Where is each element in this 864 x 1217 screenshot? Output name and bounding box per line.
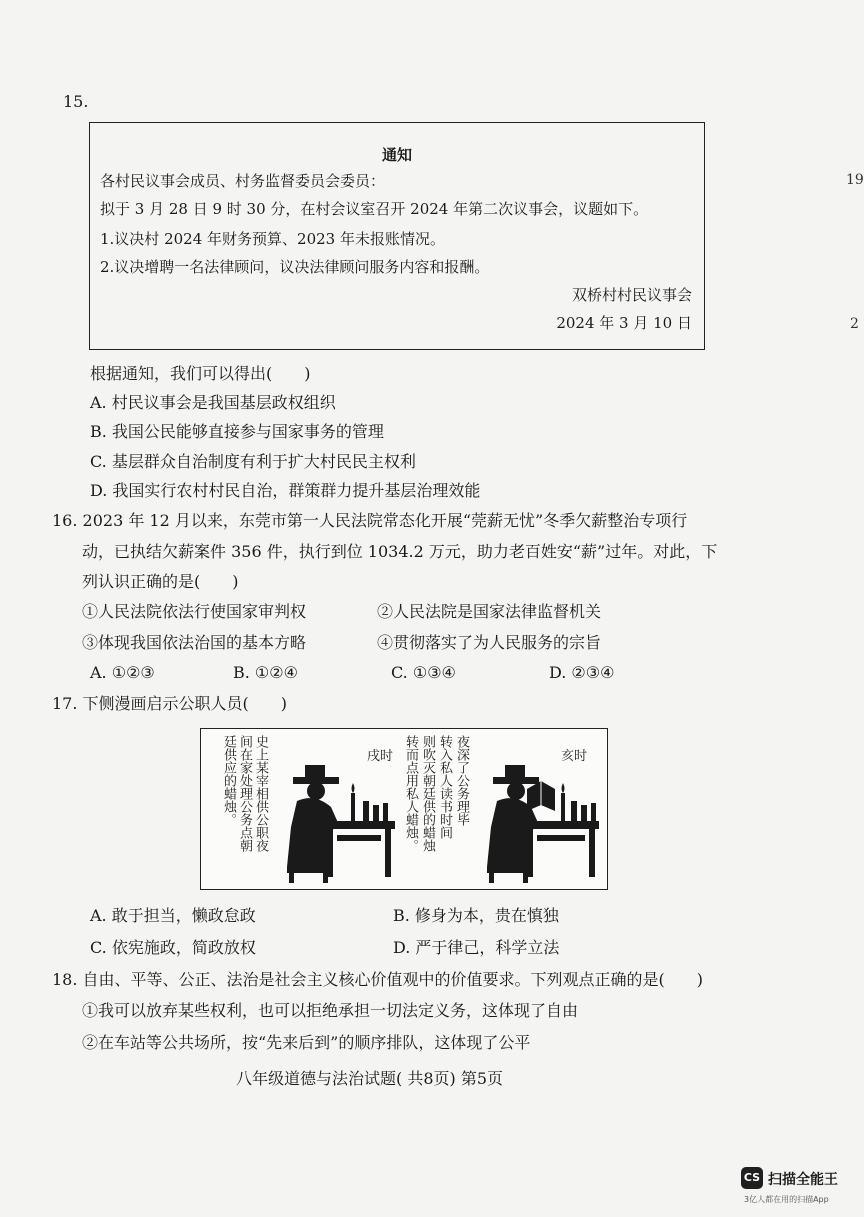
question-stem: 17. 下侧漫画启示公职人员( ) <box>52 694 288 713</box>
statement-2: ②在车站等公共场所，按“先来后到”的顺序排队，这体现了公平 <box>82 1033 531 1052</box>
notice-date: 2024 年 3 月 10 日 <box>556 314 692 332</box>
notice-title: 通知 <box>382 146 413 164</box>
option-b: B. 修身为本，贵在慎独 <box>393 906 559 925</box>
notice-signer: 双桥村村民议事会 <box>571 286 692 304</box>
question-stem: 根据通知，我们可以得出( ) <box>90 364 311 383</box>
comic-caption-column: 转入私人读书时间 <box>437 735 452 839</box>
statement-1: ①我可以放弃某些权利，也可以拒绝承担一切法定义务，这体现了自由 <box>82 1001 579 1020</box>
page-footer: 八年级道德与法治试题( 共8页) 第5页 <box>236 1069 504 1088</box>
statement-3: ③体现我国依法治国的基本方略 <box>82 633 307 652</box>
option-c: C. 依宪施政，简政放权 <box>90 938 256 957</box>
comic-caption-column: 则吹灭朝廷供的蜡烛 <box>420 735 435 852</box>
time-label-xushi: 戌时 <box>367 749 394 764</box>
notice-line: 1.议决村 2024 年财务预算、2023 年未报账情况。 <box>100 230 445 248</box>
notice-line: 2.议决增聘一名法律顾问，议决法律顾问服务内容和报酬。 <box>100 258 490 276</box>
option-c: C. ①③④ <box>391 663 456 682</box>
comic-caption-column: 夜深了公务理毕 <box>454 735 469 826</box>
option-a: A. 村民议事会是我国基层政权组织 <box>90 393 336 412</box>
edge-number-fragment: 19 <box>846 172 864 188</box>
option-a: A. ①②③ <box>90 663 155 682</box>
question-16-line: 列认识正确的是( ) <box>82 572 239 591</box>
figure-reading-icon <box>479 759 604 884</box>
notice-box <box>89 122 705 350</box>
time-label-haishi: 亥时 <box>561 749 588 764</box>
comic-caption-column: 转而点用私人蜡烛。 <box>403 735 418 852</box>
statement-4: ④贯彻落实了为人民服务的宗旨 <box>377 633 602 652</box>
comic-caption-column: 史上某宰相供公职夜 <box>253 735 268 852</box>
option-c: C. 基层群众自治制度有利于扩大村民民主权利 <box>90 452 416 471</box>
notice-salutation: 各村民议事会成员、村务监督委员会委员： <box>100 172 386 190</box>
question-16-line: 动，已执结欠薪案件 356 件，执行到位 1034.2 万元，助力老百姓安“薪”过年。对此，下 <box>82 542 718 561</box>
comic-caption-column: 间在家处理公务点朝 <box>237 735 252 852</box>
statement-2: ②人民法院是国家法律监督机关 <box>377 602 602 621</box>
scanner-app-name: 扫描全能王 <box>768 1172 838 1188</box>
option-d: D. 严于律己，科学立法 <box>393 938 560 957</box>
figure-at-desk-icon <box>279 759 399 884</box>
option-a: A. 敢于担当，懒政怠政 <box>90 906 256 925</box>
edge-number-fragment: 2 <box>850 316 859 332</box>
statement-1: ①人民法院依法行使国家审判权 <box>82 602 307 621</box>
question-stem: 18. 自由、平等、公正、法治是社会主义核心价值观中的价值要求。下列观点正确的是( ) <box>52 970 704 989</box>
option-b: B. ①②④ <box>233 663 298 682</box>
notice-line: 拟于 3 月 28 日 9 时 30 分，在村会议室召开 2024 年第二次议事会，议题如下。 <box>100 200 649 218</box>
question-16-line: 16. 2023 年 12 月以来，东莞市第一人民法院常态化开展“莞薪无忧”冬季欠薪整治专项行 <box>52 511 688 530</box>
comic-illustration <box>200 728 608 890</box>
question-number-15: 15. <box>63 92 89 111</box>
scanner-tagline: 3亿人都在用的扫描App <box>744 1195 829 1204</box>
option-d: D. ②③④ <box>549 663 615 682</box>
option-d: D. 我国实行农村村民自治，群策群力提升基层治理效能 <box>90 481 481 500</box>
comic-caption-column: 廷供应的蜡烛。 <box>221 735 236 826</box>
option-b: B. 我国公民能够直接参与国家事务的管理 <box>90 422 384 441</box>
scanner-logo-icon: CS <box>741 1167 763 1189</box>
